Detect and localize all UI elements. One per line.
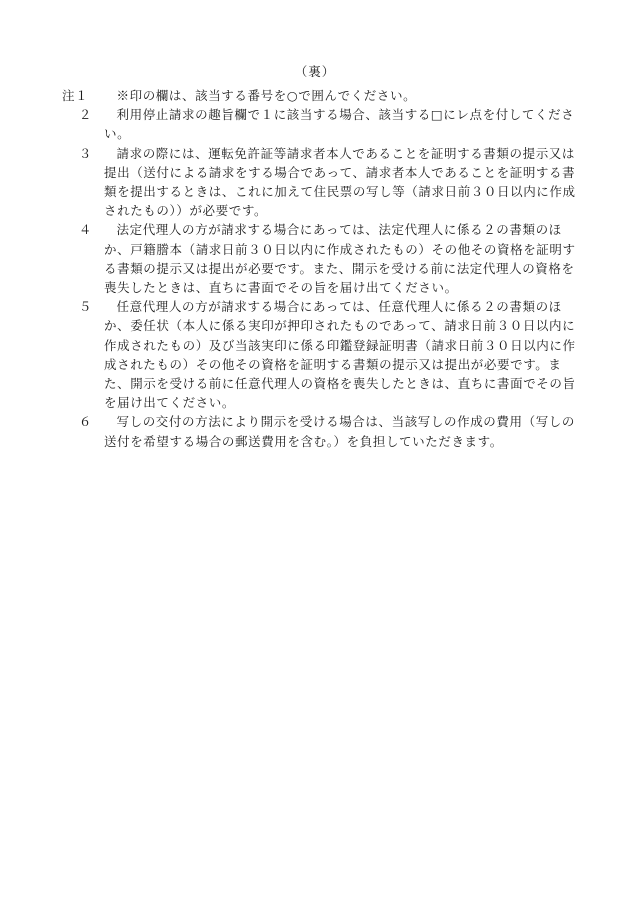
note-number: 注１ bbox=[62, 88, 89, 103]
note-item-4 bbox=[62, 220, 578, 297]
note-text: 法定代理人の方が請求する場合にあっては、法定代理人に係る２の書類のほか、戸籍謄本（請求日前３０日以内に作成されたもの）その他その資格を証明する書類の提示又は提出が必要です。また、開示を受ける前に法定代理人の資格を喪失したときは、直ちに書面でその旨を届け出てください。 bbox=[104, 222, 576, 296]
note-text: 任意代理人の方が請求する場合にあっては、任意代理人に係る２の書類のほか、委任状（本人に係る実印が押印されたものであって、請求日前３０日以内に作成されたもの）及び当該実印に係る印鑑登録証明書（請求日前３０日以内に作成されたもの）その他その資格を証明する書類の提示又は提出が必要です。また、開示を受ける前に任意代理人の資格を喪失したときは、直ちに書面でその旨を届け出てください。 bbox=[104, 299, 576, 411]
note-number: ３ bbox=[78, 145, 92, 161]
note-text: 写しの交付の方法により開示を受ける場合は、当該写しの作成の費用（写しの送付を希望する場合の郵送費用を含む。）を負担していただきます。 bbox=[104, 414, 576, 449]
note-number: ５ bbox=[78, 299, 92, 315]
note-item-3 bbox=[62, 144, 578, 221]
note-item-1 bbox=[62, 86, 578, 105]
note-text: 請求の際には、運転免許証等請求者本人であることを証明する書類の提示又は提出（送付による請求をする場合であって、請求者本人であることを証明する書類を提出するときは、これに加えて住民票の写し等（請求日前３０日以内に作成されたもの））が必要です。 bbox=[104, 145, 576, 219]
note-text: ※印の欄は、該当する番号を○で囲んでください。 bbox=[116, 88, 417, 103]
note-item-2 bbox=[62, 105, 578, 143]
note-item-5 bbox=[62, 297, 578, 412]
note-text: 利用停止請求の趣旨欄で１に該当する場合、該当する□にレ点を付してください。 bbox=[104, 107, 575, 142]
note-number: ４ bbox=[78, 222, 92, 238]
note-item-6 bbox=[62, 412, 578, 450]
notes-list bbox=[62, 86, 578, 451]
note-number: ６ bbox=[78, 414, 92, 430]
page-heading: （裏） bbox=[294, 64, 336, 79]
note-number: ２ bbox=[78, 107, 92, 123]
